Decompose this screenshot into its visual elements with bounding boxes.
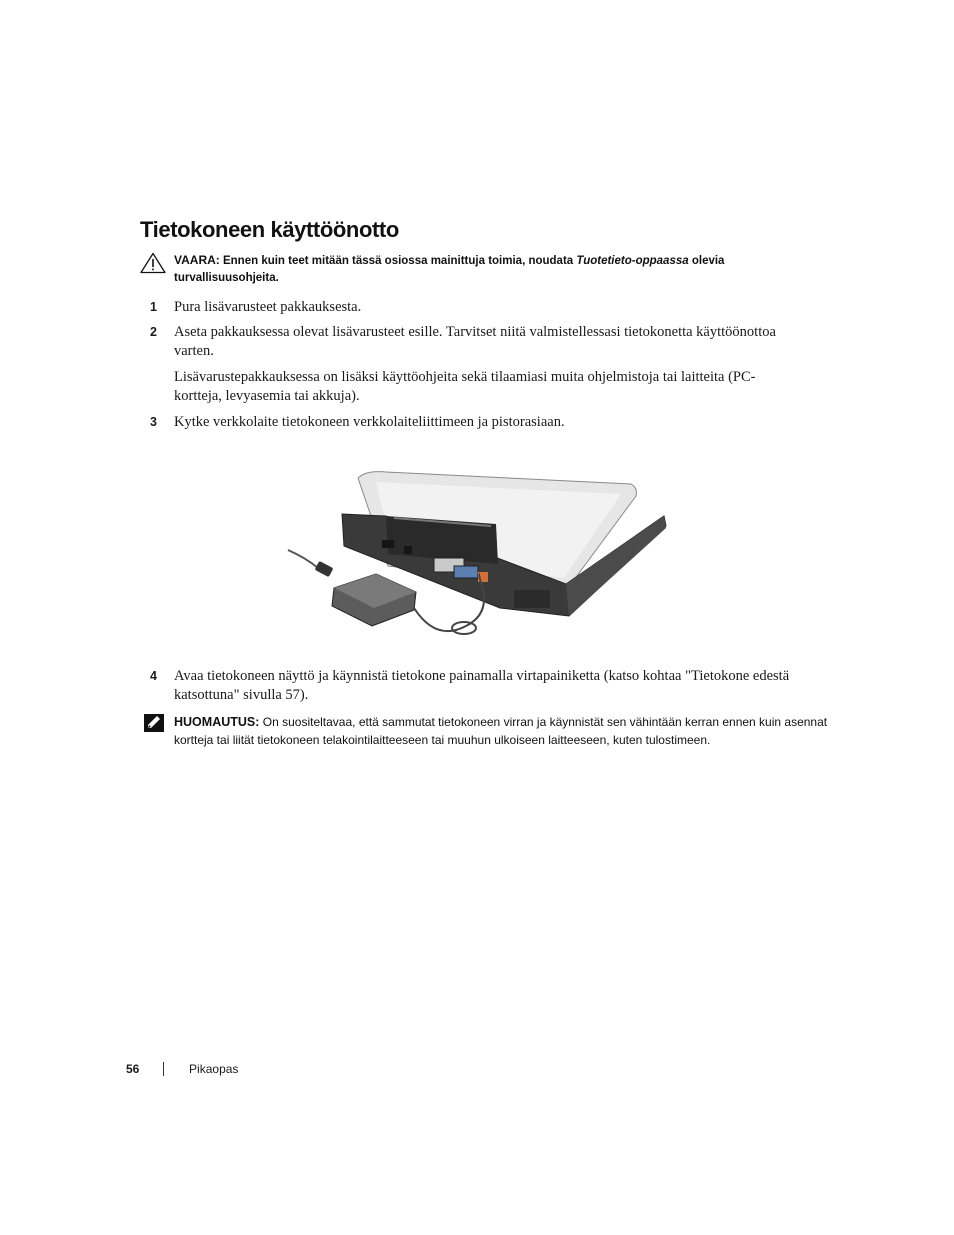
warning-notice [140,252,830,287]
note-pencil-icon [143,713,165,733]
note-notice [140,713,830,749]
step-number: 3 [150,415,157,429]
step-text: Avaa tietokoneen näyttö ja käynnistä tietokone painamalla virtapainiketta (katso kohtaa "Tietokone edestä katsottuna" sivulla 57). [174,668,790,703]
warning-triangle-icon [140,252,166,274]
note-label: HUOMAUTUS: [174,715,260,729]
warning-text-after: olevia turvallisuusohjeita. [174,255,725,284]
step-text: Aseta pakkauksessa olevat lisävarusteet esille. Tarvitset niitä valmistellessasi tietokonetta käyttöönottoa varten. [174,324,776,359]
note-body: On suositeltavaa, että sammutat tietokoneen virran ja käynnistät sen vähintään kerran ennen kuin asennat kortteja tai liität tietokoneen telakointilaitteeseen tai muuhun ulkoiseen laitteeseen, kuten tulostimeen. [174,715,828,747]
page-title: Tietokoneen käyttöönotto [140,217,399,242]
footer-section: Pikaopas [189,1062,239,1076]
warning-text-before: Ennen kuin teet mitään tässä osiossa mainittuja toimia, noudata [222,255,574,267]
step-text: Pura lisävarusteet pakkauksesta. [174,299,362,315]
step-text-extra: Lisävarustepakkauksessa on lisäksi käyttöohjeita sekä tilaamiasi muita ohjelmistoja tai laitteita (PC-kortteja, levyasemia tai akkuja). [174,369,756,404]
step-1 [150,298,790,317]
warning-text [174,252,830,287]
step-number: 4 [150,669,157,683]
warning-emphasis: Tuotetieto-oppaassa [576,255,689,267]
step-text: Kytke verkkolaite tietokoneen verkkolaiteliittimeen ja pistorasiaan. [174,414,565,430]
page-number: 56 [126,1062,140,1076]
page-footer [126,1062,238,1076]
warning-label: VAARA: [174,253,220,267]
step-number: 2 [150,325,157,339]
note-text [174,713,830,749]
step-4 [150,667,790,705]
footer-divider [163,1062,164,1076]
step-2 [150,323,790,406]
laptop-ac-adapter-illustration [286,466,668,646]
step-number: 1 [150,300,157,314]
step-3 [150,413,790,432]
